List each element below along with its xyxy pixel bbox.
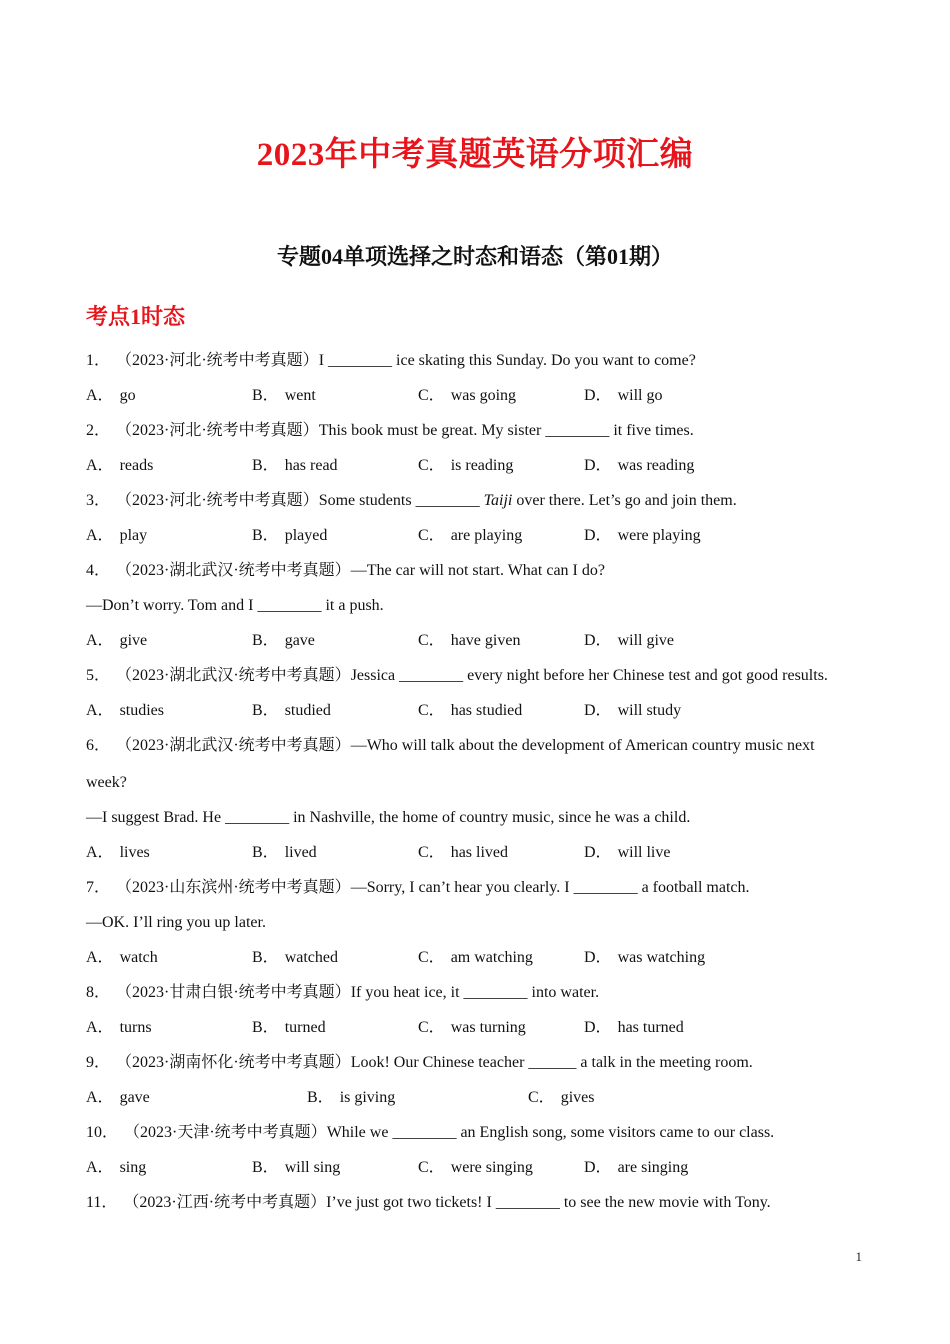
option-b xyxy=(252,948,338,968)
option-letter: C． xyxy=(528,1089,555,1106)
question-text-part: Some students ________ xyxy=(318,492,484,509)
option-letter: D． xyxy=(584,387,612,404)
option-b xyxy=(252,526,327,546)
question-text-italic: Taiji xyxy=(483,492,513,509)
option-text: give xyxy=(119,632,148,649)
option-text: play xyxy=(119,527,148,544)
option-letter: A． xyxy=(86,702,114,719)
question-source: （2023·天津·统考中考真题） xyxy=(124,1124,327,1141)
option-letter: B． xyxy=(252,702,279,719)
page-number: 1 xyxy=(855,1249,862,1264)
option-letter: C． xyxy=(418,387,445,404)
option-letter: C． xyxy=(418,527,445,544)
option-a xyxy=(86,386,136,406)
option-text: am watching xyxy=(450,949,533,966)
option-text: was going xyxy=(450,387,517,404)
option-letter: A． xyxy=(86,632,114,649)
option-c xyxy=(418,1158,533,1178)
option-letter: C． xyxy=(418,702,445,719)
question-text: While we ________ an English song, some visitors came to our class. xyxy=(326,1124,775,1141)
option-text: were playing xyxy=(617,527,701,544)
option-b xyxy=(252,386,316,406)
option-letter: C． xyxy=(418,457,445,474)
question-2-stem xyxy=(86,421,694,441)
question-9-stem xyxy=(86,1053,753,1073)
option-d xyxy=(584,701,681,721)
option-text: go xyxy=(119,387,136,404)
option-c xyxy=(418,456,513,476)
question-5-stem xyxy=(86,666,828,686)
question-source: （2023·河北·统考中考真题） xyxy=(116,352,319,369)
option-letter: D． xyxy=(584,1159,612,1176)
option-letter: B． xyxy=(252,632,279,649)
option-b xyxy=(252,631,315,651)
option-text: were singing xyxy=(450,1159,533,1176)
option-text: is giving xyxy=(339,1089,396,1106)
option-d xyxy=(584,1158,688,1178)
question-10-stem xyxy=(86,1123,774,1143)
option-letter: B． xyxy=(252,1159,279,1176)
option-letter: A． xyxy=(86,844,114,861)
option-a xyxy=(86,1018,152,1038)
question-source: （2023·山东滨州·统考中考真题） xyxy=(116,879,351,896)
option-letter: A． xyxy=(86,387,114,404)
option-text: have given xyxy=(450,632,521,649)
question-text xyxy=(319,492,737,509)
question-text: If you heat ice, it ________ into water. xyxy=(350,984,600,1001)
option-text: studies xyxy=(119,702,165,719)
question-text: —Sorry, I can’t hear you clearly. I ________ a football match. xyxy=(350,879,750,896)
question-number: 8． xyxy=(86,984,111,1001)
option-letter: C． xyxy=(418,949,445,966)
question-text-part: over there. Let’s go and join them. xyxy=(512,492,737,509)
page-title: 2023年中考真题英语分项汇编 xyxy=(256,137,694,173)
option-letter: B． xyxy=(252,387,279,404)
question-number: 9． xyxy=(86,1054,111,1071)
option-text: reads xyxy=(119,457,154,474)
option-text: gives xyxy=(560,1089,595,1106)
option-letter: D． xyxy=(584,457,612,474)
option-d xyxy=(584,1018,684,1038)
topic-subtitle: 专题04单项选择之时态和语态（第01期） xyxy=(276,244,673,269)
option-letter: C． xyxy=(418,632,445,649)
question-7-stem xyxy=(86,878,750,898)
question-4-reply: —Don’t worry. Tom and I ________ it a push. xyxy=(86,597,384,614)
question-text: I ________ ice skating this Sunday. Do you want to come? xyxy=(318,352,696,369)
question-6-stem xyxy=(86,736,815,756)
option-letter: B． xyxy=(252,844,279,861)
option-text: has studied xyxy=(450,702,523,719)
question-source: （2023·河北·统考中考真题） xyxy=(116,492,319,509)
option-text: lived xyxy=(284,844,317,861)
option-c xyxy=(418,948,533,968)
option-letter: D． xyxy=(584,1019,612,1036)
question-text: Jessica ________ every night before her Chinese test and got good results. xyxy=(350,667,828,684)
option-text: are singing xyxy=(617,1159,689,1176)
option-b xyxy=(252,701,331,721)
option-c xyxy=(528,1088,594,1108)
option-text: played xyxy=(284,527,328,544)
option-text: has lived xyxy=(450,844,509,861)
option-text: turned xyxy=(284,1019,326,1036)
option-letter: D． xyxy=(584,702,612,719)
option-letter: A． xyxy=(86,1159,114,1176)
option-letter: C． xyxy=(418,844,445,861)
option-b xyxy=(307,1088,395,1108)
option-text: was turning xyxy=(450,1019,526,1036)
option-c xyxy=(418,386,516,406)
option-text: watch xyxy=(119,949,158,966)
question-1-stem xyxy=(86,351,696,371)
question-source: （2023·湖北武汉·统考中考真题） xyxy=(116,667,351,684)
option-a xyxy=(86,1158,146,1178)
question-number: 4． xyxy=(86,562,111,579)
section-heading: 考点1时态 xyxy=(86,304,186,329)
question-3-stem xyxy=(86,491,737,511)
option-d xyxy=(584,948,705,968)
question-text: —The car will not start. What can I do? xyxy=(350,562,605,579)
option-c xyxy=(418,701,522,721)
option-letter: A． xyxy=(86,527,114,544)
option-b xyxy=(252,1018,326,1038)
option-a xyxy=(86,948,158,968)
question-text: This book must be great. My sister ________ it five times. xyxy=(318,422,694,439)
option-text: will sing xyxy=(284,1159,341,1176)
option-letter: D． xyxy=(584,844,612,861)
option-a xyxy=(86,843,150,863)
option-c xyxy=(418,631,520,651)
option-d xyxy=(584,456,694,476)
question-number: 7． xyxy=(86,879,111,896)
option-c xyxy=(418,843,508,863)
option-letter: B． xyxy=(252,1019,279,1036)
question-source: （2023·河北·统考中考真题） xyxy=(116,422,319,439)
option-text: watched xyxy=(284,949,338,966)
option-text: will give xyxy=(617,632,674,649)
option-a xyxy=(86,701,164,721)
question-number: 6． xyxy=(86,737,111,754)
option-letter: B． xyxy=(252,457,279,474)
option-text: turns xyxy=(119,1019,152,1036)
option-letter: A． xyxy=(86,457,114,474)
question-11-stem xyxy=(86,1193,771,1213)
question-source: （2023·江西·统考中考真题） xyxy=(123,1194,327,1211)
option-a xyxy=(86,1088,150,1108)
question-number: 10． xyxy=(86,1124,119,1141)
option-text: gave xyxy=(284,632,315,649)
option-text: is reading xyxy=(450,457,514,474)
option-a xyxy=(86,456,153,476)
question-6-stem-continued: week? xyxy=(86,774,127,791)
question-number: 5． xyxy=(86,667,111,684)
option-text: will go xyxy=(617,387,663,404)
question-text: Look! Our Chinese teacher ______ a talk in the meeting room. xyxy=(350,1054,753,1071)
option-b xyxy=(252,1158,340,1178)
option-text: studied xyxy=(284,702,331,719)
question-number: 2． xyxy=(86,422,111,439)
question-text: I’ve just got two tickets! I ________ to see the new movie with Tony. xyxy=(326,1194,771,1211)
option-text: will live xyxy=(617,844,671,861)
option-text: gave xyxy=(119,1089,150,1106)
question-source: （2023·湖北武汉·统考中考真题） xyxy=(116,737,351,754)
option-c xyxy=(418,1018,526,1038)
option-letter: C． xyxy=(418,1019,445,1036)
option-letter: A． xyxy=(86,949,114,966)
question-number: 11． xyxy=(86,1194,118,1211)
question-number: 1． xyxy=(86,352,111,369)
option-letter: B． xyxy=(252,527,279,544)
question-4-stem xyxy=(86,561,605,581)
option-text: has turned xyxy=(617,1019,684,1036)
question-6-reply: —I suggest Brad. He ________ in Nashville, the home of country music, since he was a child. xyxy=(86,809,691,826)
option-text: was reading xyxy=(617,457,695,474)
option-letter: B． xyxy=(252,949,279,966)
question-8-stem xyxy=(86,983,599,1003)
option-text: lives xyxy=(119,844,150,861)
option-text: has read xyxy=(284,457,338,474)
question-text: —Who will talk about the development of American country music next xyxy=(350,737,815,754)
question-source: （2023·甘肃白银·统考中考真题） xyxy=(116,984,351,1001)
option-letter: D． xyxy=(584,949,612,966)
option-text: sing xyxy=(119,1159,147,1176)
option-a xyxy=(86,526,147,546)
question-source: （2023·湖北武汉·统考中考真题） xyxy=(116,562,351,579)
option-text: was watching xyxy=(617,949,706,966)
option-a xyxy=(86,631,147,651)
option-text: went xyxy=(284,387,316,404)
option-d xyxy=(584,631,674,651)
option-text: are playing xyxy=(450,527,523,544)
option-letter: A． xyxy=(86,1019,114,1036)
option-letter: D． xyxy=(584,527,612,544)
option-letter: B． xyxy=(307,1089,334,1106)
option-d xyxy=(584,386,662,406)
option-letter: A． xyxy=(86,1089,114,1106)
option-text: will study xyxy=(617,702,682,719)
option-b xyxy=(252,456,338,476)
question-number: 3． xyxy=(86,492,111,509)
option-d xyxy=(584,526,701,546)
option-b xyxy=(252,843,317,863)
option-letter: C． xyxy=(418,1159,445,1176)
option-letter: D． xyxy=(584,632,612,649)
option-d xyxy=(584,843,670,863)
question-7-reply: —OK. I’ll ring you up later. xyxy=(86,914,266,931)
option-c xyxy=(418,526,522,546)
question-source: （2023·湖南怀化·统考中考真题） xyxy=(116,1054,351,1071)
